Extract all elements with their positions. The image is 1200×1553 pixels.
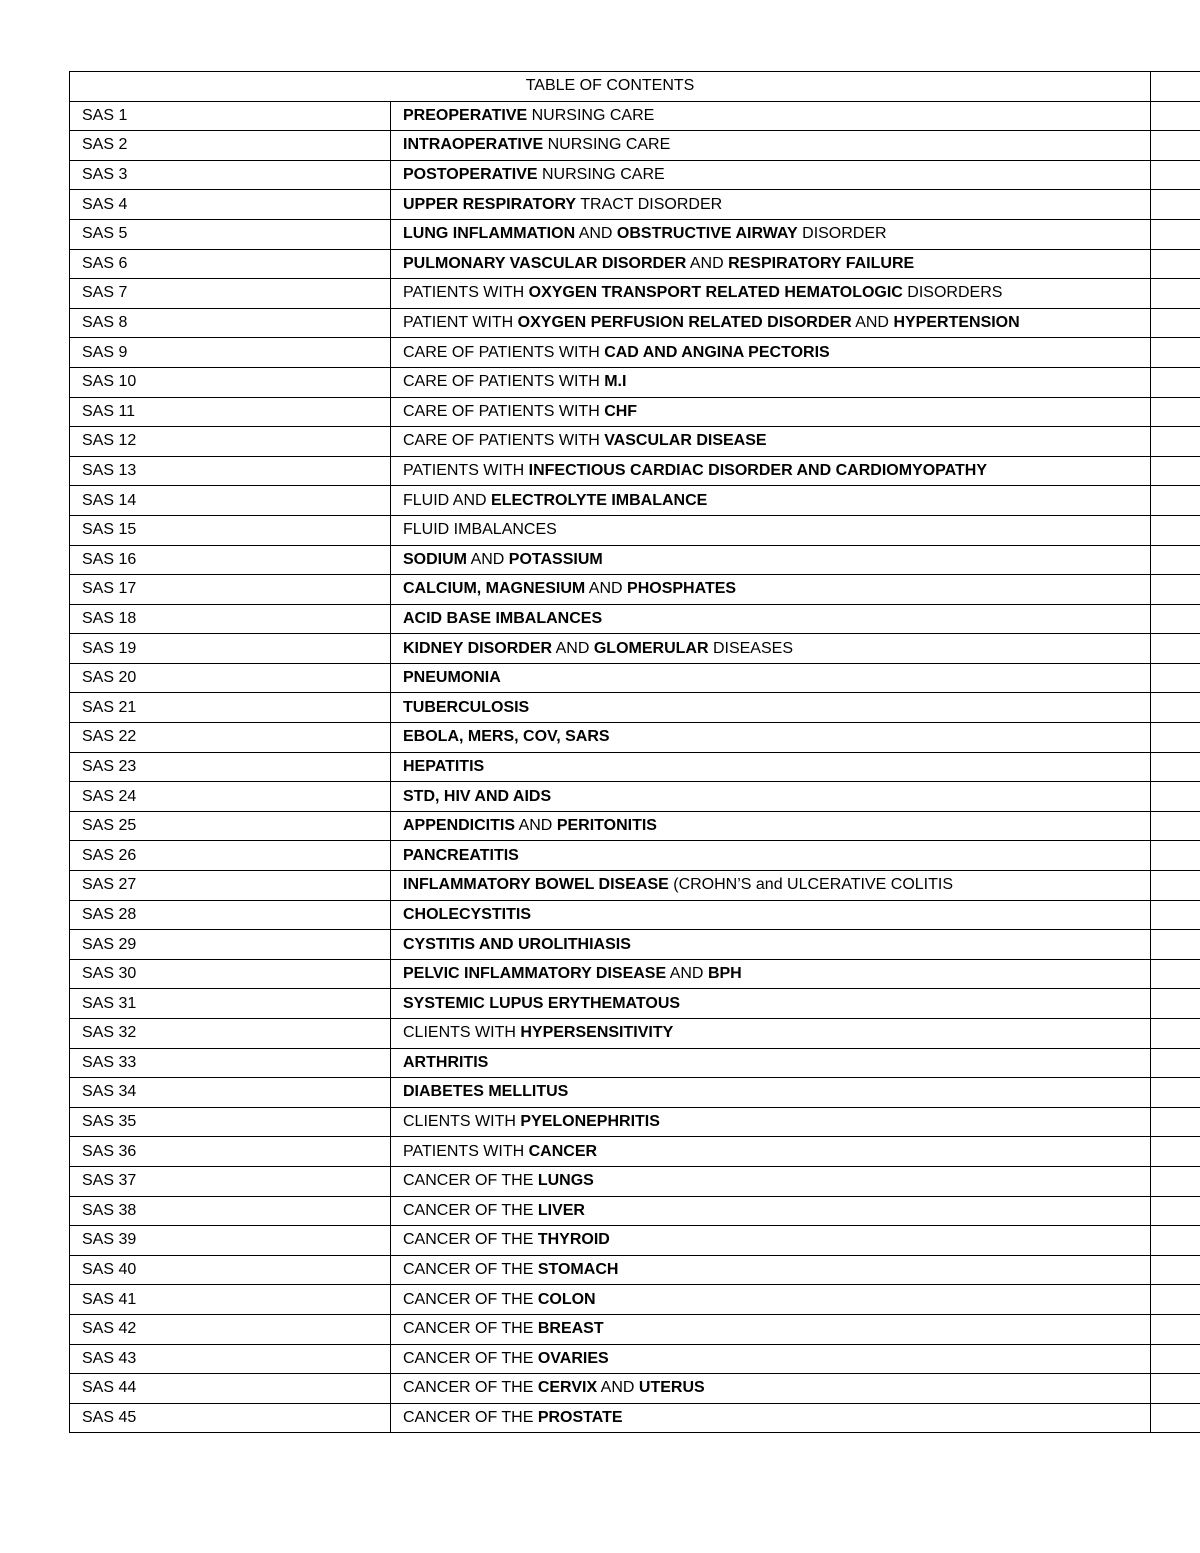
topic-text: NURSING CARE <box>543 136 671 154</box>
table-row <box>70 1285 1200 1315</box>
section-code: SAS 11 <box>70 397 391 427</box>
topic-text: NURSING CARE <box>537 166 665 184</box>
topic-keyword: TUBERCULOSIS <box>403 698 530 716</box>
section-code: SAS 24 <box>70 782 391 812</box>
page-cell <box>1151 1196 1200 1226</box>
topic-keyword: M.I <box>604 373 627 391</box>
table-row <box>70 486 1200 516</box>
section-code: SAS 3 <box>70 160 391 190</box>
page-cell <box>1151 1078 1200 1108</box>
page-cell <box>1151 1019 1200 1049</box>
page-cell <box>1151 190 1200 220</box>
section-topic <box>391 367 1151 397</box>
section-code: SAS 31 <box>70 989 391 1019</box>
section-topic <box>391 486 1151 516</box>
section-topic <box>391 1048 1151 1078</box>
section-topic <box>391 604 1151 634</box>
page-cell <box>1151 663 1200 693</box>
section-topic <box>391 989 1151 1019</box>
topic-keyword: SYSTEMIC LUPUS ERYTHEMATOUS <box>403 994 681 1012</box>
section-topic <box>391 1019 1151 1049</box>
section-topic <box>391 1137 1151 1167</box>
section-code: SAS 6 <box>70 249 391 279</box>
topic-keyword: VASCULAR DISEASE <box>604 432 767 450</box>
page-cell <box>1151 545 1200 575</box>
section-topic <box>391 338 1151 368</box>
page-cell <box>1151 723 1200 753</box>
section-code: SAS 35 <box>70 1107 391 1137</box>
section-topic <box>391 1255 1151 1285</box>
toc-table <box>69 71 1200 1433</box>
page-cell <box>1151 900 1200 930</box>
toc-header-row <box>70 72 1200 102</box>
section-code: SAS 42 <box>70 1314 391 1344</box>
table-row <box>70 693 1200 723</box>
page-cell <box>1151 634 1200 664</box>
section-topic <box>391 959 1151 989</box>
topic-keyword: OBSTRUCTIVE AIRWAY <box>616 225 798 243</box>
section-code: SAS 33 <box>70 1048 391 1078</box>
section-topic <box>391 1374 1151 1404</box>
topic-text: FLUID IMBALANCES <box>403 521 557 539</box>
topic-text: (CROHN’S and ULCERATIVE COLITIS <box>668 876 954 894</box>
topic-keyword: COLON <box>537 1290 596 1308</box>
topic-text: CLIENTS WITH <box>403 1113 521 1131</box>
section-topic <box>391 575 1151 605</box>
topic-text: CANCER OF THE <box>403 1261 538 1279</box>
page-cell <box>1151 249 1200 279</box>
page-cell <box>1151 486 1200 516</box>
topic-keyword: BPH <box>707 965 742 983</box>
section-code: SAS 1 <box>70 101 391 131</box>
section-code: SAS 44 <box>70 1374 391 1404</box>
page-cell <box>1151 1226 1200 1256</box>
table-row <box>70 871 1200 901</box>
section-code: SAS 29 <box>70 930 391 960</box>
table-row <box>70 930 1200 960</box>
table-row <box>70 515 1200 545</box>
section-topic <box>391 930 1151 960</box>
topic-keyword: OXYGEN TRANSPORT RELATED HEMATOLOGIC <box>528 284 903 302</box>
topic-keyword: RESPIRATORY FAILURE <box>728 254 915 272</box>
page-cell <box>1151 604 1200 634</box>
topic-keyword: POSTOPERATIVE <box>403 166 538 184</box>
table-row <box>70 1403 1200 1433</box>
table-row <box>70 1374 1200 1404</box>
section-topic <box>391 131 1151 161</box>
section-topic <box>391 397 1151 427</box>
topic-keyword: APPENDICITIS <box>403 817 516 835</box>
topic-text: PATIENTS WITH <box>403 1142 529 1160</box>
section-topic <box>391 1196 1151 1226</box>
section-code: SAS 38 <box>70 1196 391 1226</box>
topic-keyword: LUNG INFLAMMATION <box>403 225 576 243</box>
topic-keyword: SODIUM <box>403 550 467 568</box>
section-topic <box>391 456 1151 486</box>
section-topic <box>391 693 1151 723</box>
table-row <box>70 190 1200 220</box>
topic-text: DISORDERS <box>902 284 1003 302</box>
section-topic <box>391 219 1151 249</box>
table-row <box>70 456 1200 486</box>
topic-keyword: UTERUS <box>638 1379 705 1397</box>
page-cell <box>1151 219 1200 249</box>
topic-keyword: POTASSIUM <box>508 550 603 568</box>
topic-keyword: ACID BASE IMBALANCES <box>403 609 603 627</box>
table-row <box>70 1107 1200 1137</box>
topic-keyword: PREOPERATIVE <box>403 106 528 124</box>
section-code: SAS 23 <box>70 752 391 782</box>
topic-text: CANCER OF THE <box>403 1172 538 1190</box>
table-row <box>70 1196 1200 1226</box>
topic-text: TRACT DISORDER <box>576 195 723 213</box>
page-cell <box>1151 72 1200 102</box>
table-row <box>70 575 1200 605</box>
topic-keyword: CALCIUM, MAGNESIUM <box>403 580 586 598</box>
table-row <box>70 1078 1200 1108</box>
toc-title: TABLE OF CONTENTS <box>70 72 1151 102</box>
topic-keyword: INTRAOPERATIVE <box>403 136 544 154</box>
table-row <box>70 900 1200 930</box>
section-topic <box>391 190 1151 220</box>
section-code: SAS 17 <box>70 575 391 605</box>
table-row <box>70 367 1200 397</box>
topic-text: AND <box>585 580 628 598</box>
section-code: SAS 41 <box>70 1285 391 1315</box>
page-cell <box>1151 575 1200 605</box>
topic-text: CARE OF PATIENTS WITH <box>403 343 605 361</box>
page-cell <box>1151 871 1200 901</box>
section-code: SAS 45 <box>70 1403 391 1433</box>
page-cell <box>1151 101 1200 131</box>
topic-keyword: BREAST <box>537 1320 604 1338</box>
section-code: SAS 32 <box>70 1019 391 1049</box>
section-code: SAS 18 <box>70 604 391 634</box>
page-cell <box>1151 1344 1200 1374</box>
table-row <box>70 841 1200 871</box>
table-row <box>70 160 1200 190</box>
section-topic <box>391 1344 1151 1374</box>
table-row <box>70 131 1200 161</box>
section-topic <box>391 1314 1151 1344</box>
table-row <box>70 249 1200 279</box>
section-code: SAS 37 <box>70 1166 391 1196</box>
page-cell <box>1151 131 1200 161</box>
section-code: SAS 40 <box>70 1255 391 1285</box>
topic-text: CLIENTS WITH <box>403 1024 521 1042</box>
topic-keyword: EBOLA, MERS, COV, SARS <box>403 728 610 746</box>
section-code: SAS 39 <box>70 1226 391 1256</box>
page-cell <box>1151 1255 1200 1285</box>
topic-text: CANCER OF THE <box>403 1379 538 1397</box>
section-topic <box>391 101 1151 131</box>
table-row <box>70 1314 1200 1344</box>
page-cell <box>1151 515 1200 545</box>
section-code: SAS 36 <box>70 1137 391 1167</box>
section-code: SAS 5 <box>70 219 391 249</box>
table-row <box>70 811 1200 841</box>
section-code: SAS 10 <box>70 367 391 397</box>
topic-text: CARE OF PATIENTS WITH <box>403 432 605 450</box>
topic-text: NURSING CARE <box>527 106 655 124</box>
topic-keyword: THYROID <box>537 1231 610 1249</box>
section-topic <box>391 752 1151 782</box>
section-code: SAS 4 <box>70 190 391 220</box>
section-code: SAS 9 <box>70 338 391 368</box>
page-cell <box>1151 1107 1200 1137</box>
page-cell <box>1151 1374 1200 1404</box>
section-topic <box>391 308 1151 338</box>
page-cell <box>1151 841 1200 871</box>
topic-keyword: ARTHRITIS <box>403 1053 489 1071</box>
topic-keyword: CAD AND ANGINA PECTORIS <box>604 343 830 361</box>
section-code: SAS 15 <box>70 515 391 545</box>
page-cell <box>1151 1166 1200 1196</box>
topic-text: CANCER OF THE <box>403 1320 538 1338</box>
toc-body <box>70 72 1200 1433</box>
section-code: SAS 14 <box>70 486 391 516</box>
section-code: SAS 2 <box>70 131 391 161</box>
topic-text: DISEASES <box>708 639 793 657</box>
topic-keyword: PROSTATE <box>537 1409 623 1427</box>
section-code: SAS 43 <box>70 1344 391 1374</box>
topic-text: PATIENT WITH <box>403 314 518 332</box>
topic-keyword: INFECTIOUS CARDIAC DISORDER AND CARDIOMYOPATHY <box>528 462 987 480</box>
topic-text: CARE OF PATIENTS WITH <box>403 373 605 391</box>
section-code: SAS 8 <box>70 308 391 338</box>
topic-keyword: CERVIX <box>537 1379 598 1397</box>
page-cell <box>1151 930 1200 960</box>
section-topic <box>391 871 1151 901</box>
section-topic <box>391 900 1151 930</box>
page-cell <box>1151 693 1200 723</box>
section-topic <box>391 279 1151 309</box>
topic-keyword: PNEUMONIA <box>403 669 501 687</box>
section-code: SAS 25 <box>70 811 391 841</box>
topic-keyword: PHOSPHATES <box>627 580 737 598</box>
section-code: SAS 34 <box>70 1078 391 1108</box>
topic-text: CANCER OF THE <box>403 1409 538 1427</box>
topic-keyword: UPPER RESPIRATORY <box>403 195 577 213</box>
page-cell <box>1151 1048 1200 1078</box>
table-row <box>70 397 1200 427</box>
table-row <box>70 279 1200 309</box>
topic-text: DISORDER <box>797 225 887 243</box>
page-cell <box>1151 308 1200 338</box>
topic-text: AND <box>515 817 557 835</box>
topic-keyword: GLOMERULAR <box>593 639 709 657</box>
section-code: SAS 12 <box>70 427 391 457</box>
section-topic <box>391 1403 1151 1433</box>
topic-keyword: KIDNEY DISORDER <box>403 639 553 657</box>
topic-text: AND <box>851 314 894 332</box>
topic-keyword: OXYGEN PERFUSION RELATED DISORDER <box>517 314 852 332</box>
page-cell <box>1151 367 1200 397</box>
section-topic <box>391 515 1151 545</box>
topic-text: AND <box>467 550 509 568</box>
table-row <box>70 545 1200 575</box>
section-topic <box>391 723 1151 753</box>
section-code: SAS 22 <box>70 723 391 753</box>
table-row <box>70 1344 1200 1374</box>
topic-keyword: CYSTITIS AND UROLITHIASIS <box>403 935 631 953</box>
topic-keyword: HYPERTENSION <box>893 314 1020 332</box>
table-row <box>70 1166 1200 1196</box>
topic-keyword: HYPERSENSITIVITY <box>520 1024 674 1042</box>
page-cell <box>1151 456 1200 486</box>
table-row <box>70 634 1200 664</box>
table-row <box>70 427 1200 457</box>
topic-keyword: ELECTROLYTE IMBALANCE <box>491 491 708 509</box>
topic-keyword: LIVER <box>537 1201 585 1219</box>
table-row <box>70 1255 1200 1285</box>
page-cell <box>1151 427 1200 457</box>
table-row <box>70 1137 1200 1167</box>
topic-keyword: PERITONITIS <box>556 817 657 835</box>
topic-keyword: PELVIC INFLAMMATORY DISEASE <box>403 965 667 983</box>
topic-text: AND <box>552 639 594 657</box>
topic-keyword: PYELONEPHRITIS <box>520 1113 660 1131</box>
section-topic <box>391 634 1151 664</box>
table-row <box>70 782 1200 812</box>
section-code: SAS 28 <box>70 900 391 930</box>
topic-text: AND <box>666 965 708 983</box>
topic-text: AND <box>575 225 617 243</box>
table-row <box>70 959 1200 989</box>
table-row <box>70 338 1200 368</box>
page-cell <box>1151 338 1200 368</box>
page-cell <box>1151 1403 1200 1433</box>
page-cell <box>1151 959 1200 989</box>
section-topic <box>391 841 1151 871</box>
section-topic <box>391 663 1151 693</box>
section-topic <box>391 1166 1151 1196</box>
topic-keyword: CHF <box>604 402 638 420</box>
topic-keyword: INFLAMMATORY BOWEL DISEASE <box>403 876 669 894</box>
topic-keyword: DIABETES MELLITUS <box>403 1083 569 1101</box>
page-cell <box>1151 1314 1200 1344</box>
table-row <box>70 752 1200 782</box>
table-row <box>70 989 1200 1019</box>
section-code: SAS 21 <box>70 693 391 723</box>
topic-keyword: PULMONARY VASCULAR DISORDER <box>403 254 687 272</box>
topic-text: PATIENTS WITH <box>403 284 529 302</box>
page-cell <box>1151 1285 1200 1315</box>
page-cell <box>1151 160 1200 190</box>
topic-text: CANCER OF THE <box>403 1349 538 1367</box>
section-topic <box>391 1285 1151 1315</box>
topic-keyword: CHOLECYSTITIS <box>403 905 532 923</box>
page-cell <box>1151 811 1200 841</box>
table-row <box>70 723 1200 753</box>
section-code: SAS 19 <box>70 634 391 664</box>
topic-keyword: CANCER <box>528 1142 598 1160</box>
table-row <box>70 219 1200 249</box>
table-row <box>70 604 1200 634</box>
section-topic <box>391 160 1151 190</box>
topic-text: AND <box>597 1379 639 1397</box>
section-topic <box>391 249 1151 279</box>
section-topic <box>391 1078 1151 1108</box>
topic-keyword: HEPATITIS <box>403 757 485 775</box>
topic-keyword: PANCREATITIS <box>403 846 519 864</box>
topic-text: CANCER OF THE <box>403 1290 538 1308</box>
table-row <box>70 1048 1200 1078</box>
page-cell <box>1151 989 1200 1019</box>
table-row <box>70 1019 1200 1049</box>
topic-text: PATIENTS WITH <box>403 462 529 480</box>
section-topic <box>391 545 1151 575</box>
section-code: SAS 27 <box>70 871 391 901</box>
table-row <box>70 101 1200 131</box>
topic-keyword: STD, HIV AND AIDS <box>403 787 552 805</box>
section-topic <box>391 811 1151 841</box>
topic-text: CARE OF PATIENTS WITH <box>403 402 605 420</box>
section-topic <box>391 427 1151 457</box>
topic-keyword: STOMACH <box>537 1261 619 1279</box>
page-cell <box>1151 1137 1200 1167</box>
page-cell <box>1151 397 1200 427</box>
section-code: SAS 26 <box>70 841 391 871</box>
table-row <box>70 308 1200 338</box>
section-code: SAS 20 <box>70 663 391 693</box>
table-row <box>70 663 1200 693</box>
section-topic <box>391 1226 1151 1256</box>
topic-text: CANCER OF THE <box>403 1231 538 1249</box>
topic-keyword: LUNGS <box>537 1172 594 1190</box>
section-topic <box>391 1107 1151 1137</box>
page-cell <box>1151 752 1200 782</box>
topic-text: CANCER OF THE <box>403 1201 538 1219</box>
table-row <box>70 1226 1200 1256</box>
topic-text: FLUID AND <box>403 491 492 509</box>
page-cell <box>1151 279 1200 309</box>
section-topic <box>391 782 1151 812</box>
section-code: SAS 13 <box>70 456 391 486</box>
section-code: SAS 30 <box>70 959 391 989</box>
page-cell <box>1151 782 1200 812</box>
section-code: SAS 7 <box>70 279 391 309</box>
section-code: SAS 16 <box>70 545 391 575</box>
topic-keyword: OVARIES <box>537 1349 609 1367</box>
topic-text: AND <box>686 254 729 272</box>
